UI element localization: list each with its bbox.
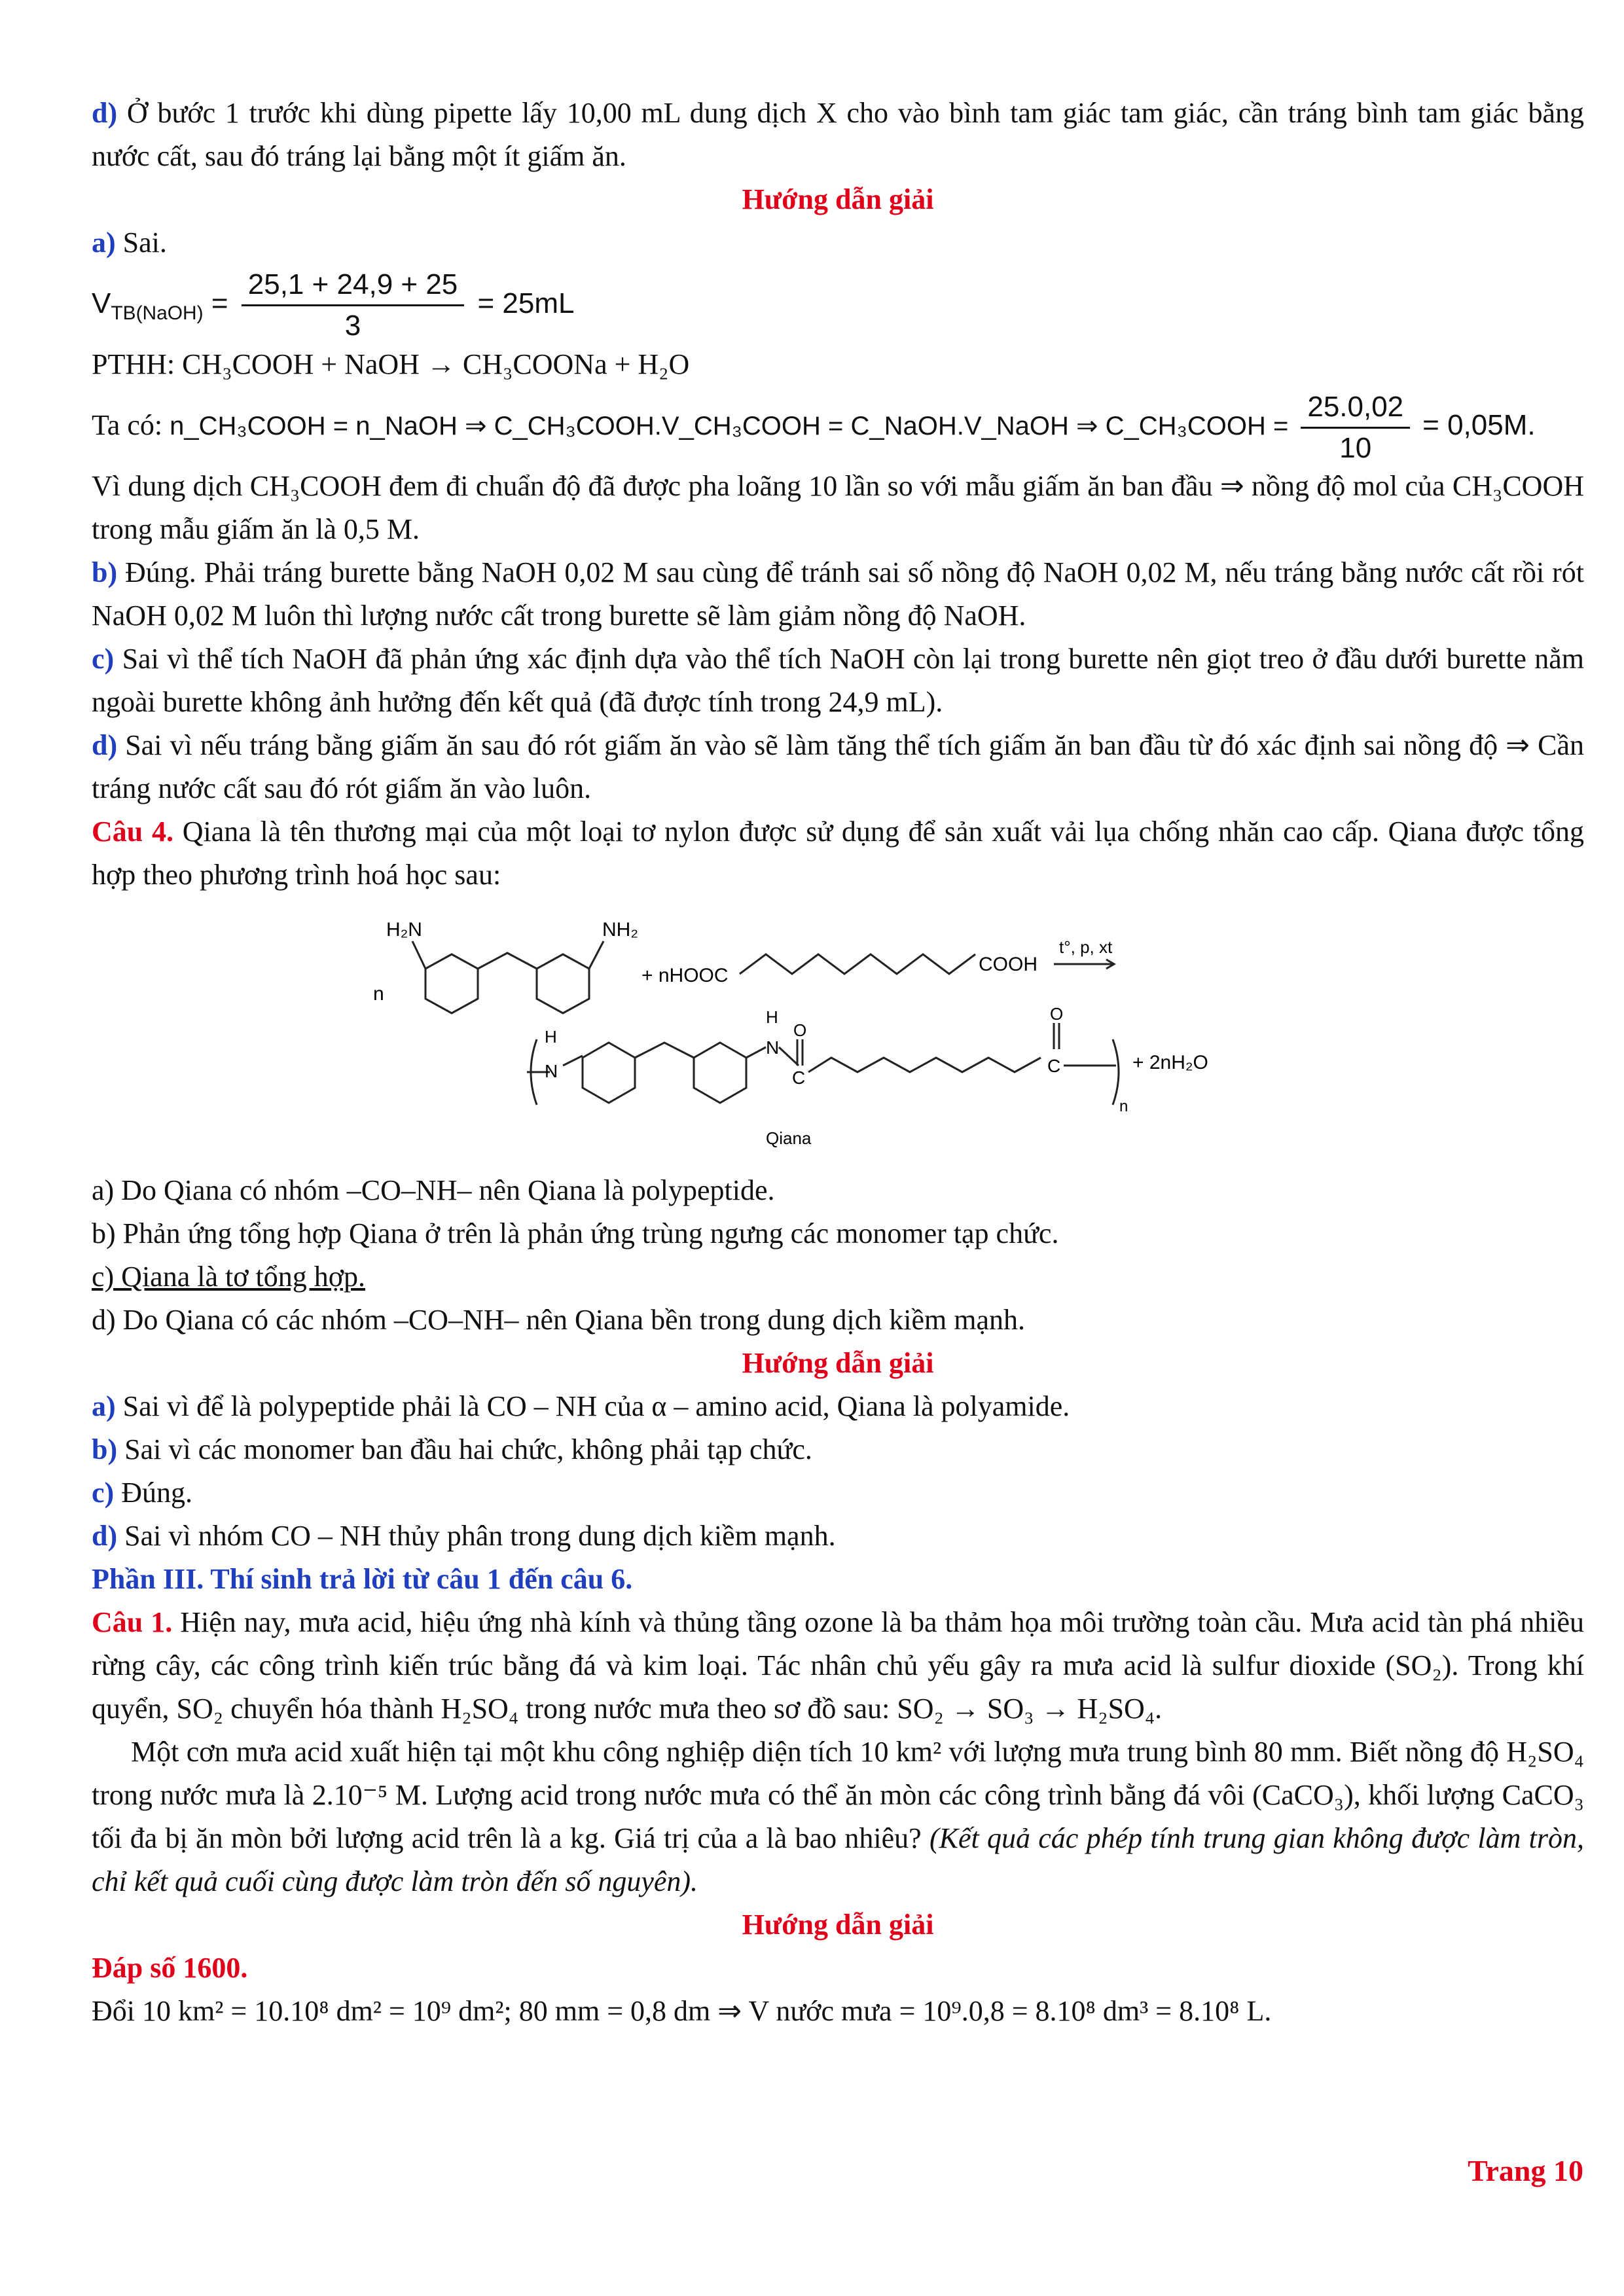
answer-text: Sai vì nhóm CO – NH thủy phân trong dung dịch kiềm mạnh. — [124, 1520, 836, 1552]
acid-chain — [740, 954, 975, 974]
question-text: Hiện nay, mưa acid, hiệu ứng nhà kính và thủng tầng ozone là ba thảm họa môi trường toàn cầu. Mưa acid tàn phá nhiều rừng cây, các công trình kiến trúc bằng đá và kim loại. Tác nhân chủ yếu gây ra mưa acid là sulfur dioxide (SO₂). Trong khí quyển, SO₂ chuyển hóa thành H₂SO₄ trong nước mưa theo sơ đồ sau: SO₂ → SO₃ → H₂SO₄. — [92, 1606, 1585, 1725]
q4-answer-d — [92, 1515, 1584, 1558]
taco-equation — [92, 386, 1584, 465]
taco-expression: n_CH₃COOH = n_NaOH ⇒ C_CH₃COOH.V_CH₃COOH = C_NaOH.V_NaOH ⇒ C_CH₃COOH = — [170, 412, 1289, 440]
vtb-sub: TB(NaOH) — [111, 302, 204, 324]
answer-text: Sai vì thể tích NaOH đã phản ứng xác định dựa vào thể tích NaOH còn lại trong burette nên giọt treo ở đầu dưới burette nằm ngoài burette không ảnh hưởng đến kết quả (đã được tính trong 24,9 mL). — [92, 643, 1584, 718]
reaction-conditions: t°, p, xt — [1059, 937, 1113, 957]
acid-start: + nHOOC — [641, 965, 729, 986]
q4-answer-b — [92, 1428, 1584, 1471]
question-label: Câu 4. — [92, 816, 173, 848]
water-product: + 2nH₂O — [1132, 1052, 1208, 1073]
q3-option-d — [92, 92, 1584, 178]
option-text: c) Qiana là tơ tổng hợp. — [92, 1261, 365, 1293]
question-text: Một cơn mưa acid xuất hiện tại một khu công nghiệp diện tích 10 km² với lượng mưa trung bình 80 mm. Biết nồng độ H₂SO₄ trong nước mưa là 2.10⁻⁵ M. Lượng acid trong nước mưa có thể ăn mòn các công trình bằng đá vôi (CaCO₃), khối lượng CaCO₃ tối đa bị ăn mòn bởi lượng acid trên là a kg. Giá trị của a là bao nhiêu? — [92, 1736, 1584, 1854]
answer-text: Sai. — [122, 226, 167, 259]
q4-answer-a — [92, 1385, 1584, 1428]
qiana-reaction-figure — [373, 908, 1224, 1157]
carbon-1: C — [792, 1067, 806, 1088]
nh2-bond-right — [589, 941, 604, 969]
calculation-line: Đổi 10 km² = 10.10⁸ dm² = 10⁹ dm²; 80 mm = 0,8 dm ⇒ V nước mưa = 10⁹.0,8 = 8.10⁸ dm³ = 8.10⁸ L. — [92, 1995, 1272, 2027]
option-label: d) — [92, 1520, 118, 1552]
taco-numerator: 25.0,02 — [1301, 387, 1410, 429]
nh-bond-right — [746, 1047, 766, 1058]
acid-end: COOH — [979, 954, 1038, 975]
bracket-right — [1113, 1039, 1119, 1105]
answer-text: Sai vì nếu tráng bằng giấm ăn sau đó rót giấm ăn vào sẽ làm tăng thể tích giấm ăn ban đầu từ đó xác định sai nồng độ ⇒ Cần tráng nước cất sau đó rót giấm ăn vào luôn. — [92, 729, 1584, 804]
vtb-equation: $V_{TB(NaOH)}$ = $\frac{25,1 + 24,9 + 25}{3}$ = 25mL — [92, 264, 1584, 343]
option-label: b) — [92, 1433, 118, 1465]
part-3-heading: Phần III. Thí sinh trả lời từ câu 1 đến câu 6. — [92, 1563, 633, 1595]
answer-text: Sai vì các monomer ban đầu hai chức, không phải tạp chức. — [124, 1433, 812, 1465]
option-label: b) — [92, 556, 118, 588]
q4-option-a — [92, 1169, 1584, 1212]
document-page — [92, 92, 1584, 2033]
hydrogen-left: H — [545, 1027, 557, 1047]
final-answer: Đáp số 1600. — [92, 1952, 248, 1984]
option-label: a) — [92, 226, 116, 259]
nitrogen-left: N — [545, 1061, 558, 1081]
ch2-bridge-2 — [635, 1043, 694, 1058]
answer-a — [92, 221, 1584, 264]
ring-3 — [583, 1043, 635, 1103]
q4-answer-c — [92, 1471, 1584, 1515]
q4-option-d — [92, 1299, 1584, 1342]
option-text: Ở bước 1 trước khi dùng pipette lấy 10,00 mL dung dịch X cho vào bình tam giác tam giác, cần tráng bình tam giác bằng nước cất, sau đó tráng lại bằng một ít giấm ăn. — [92, 97, 1585, 172]
answer-c — [92, 637, 1584, 724]
guide-title: Hướng dẫn giải — [742, 1347, 934, 1379]
option-label: d) — [92, 729, 118, 761]
vtb-denominator: 3 — [344, 309, 361, 342]
page-number: Trang 10 — [1468, 2154, 1583, 2187]
question-4 — [92, 810, 1584, 897]
oxygen-2: O — [1050, 1004, 1064, 1024]
part3-question-1 — [92, 1601, 1584, 1731]
vtb-fraction — [242, 265, 465, 346]
repeat-n: n — [1119, 1098, 1128, 1115]
option-label: c) — [92, 643, 115, 675]
option-text: d) Do Qiana có các nhóm –CO–NH– nên Qiana bền trong dung dịch kiềm mạnh. — [92, 1304, 1025, 1336]
vtb-numerator: 25,1 + 24,9 + 25 — [242, 265, 465, 306]
reaction-scheme-svg — [373, 908, 1224, 1157]
q4-option-b — [92, 1212, 1584, 1255]
amine-right: NH₂ — [602, 919, 638, 941]
answer-text: Đúng. — [121, 1477, 192, 1509]
answer-text: Đúng. Phải tráng burette bằng NaOH 0,02 M sau cùng để tránh sai số nồng độ NaOH 0,02 M, nếu tráng bằng nước cất rồi rót NaOH 0,02 M luôn thì lượng nước cất trong burette sẽ làm giảm nồng độ NaOH. — [92, 556, 1584, 632]
question-label: Câu 1. — [92, 1606, 173, 1638]
nitrogen-right: N — [766, 1037, 780, 1058]
nh-bond-left — [563, 1056, 583, 1066]
option-label: d) — [92, 97, 118, 129]
answer-text: Sai vì để là polypeptide phải là CO – NH của α – amino acid, Qiana là polyamide. — [122, 1390, 1070, 1422]
ring-1 — [425, 954, 478, 1013]
coef-n: n — [373, 983, 384, 1005]
question-text: Qiana là tên thương mại của một loại tơ nylon được sử dụng để sản xuất vải lụa chống nhăn cao cấp. Qiana được tổng hợp theo phương trình hoá học sau: — [92, 816, 1585, 891]
carbon-2: C — [1047, 1056, 1061, 1076]
vtb-rhs: = 25mL — [477, 287, 575, 319]
ring-2 — [537, 954, 589, 1013]
answer-d — [92, 724, 1584, 810]
option-text: a) Do Qiana có nhóm –CO–NH– nên Qiana là polypeptide. — [92, 1174, 775, 1206]
hydrogen-right: H — [766, 1007, 778, 1027]
part3-question-1-detail — [92, 1731, 1584, 1903]
guide-title: Hướng dẫn giải — [742, 1909, 934, 1941]
reactant-bonds — [412, 941, 1114, 1013]
amine-left: H₂N — [386, 919, 422, 941]
taco-fraction — [1301, 387, 1410, 468]
polymer-chain — [808, 1058, 1041, 1072]
ring-4 — [694, 1043, 746, 1103]
vtb-lhs: V — [92, 287, 111, 319]
taco-rhs: = 0,05M. — [1422, 409, 1536, 441]
ch2-bridge — [478, 953, 537, 969]
q4-option-c — [92, 1255, 1584, 1299]
taco-denominator: 10 — [1339, 432, 1372, 465]
oxygen-1: O — [793, 1020, 807, 1040]
pthh-line: PTHH: CH₃COOH + NaOH → CH₃COONa + H₂O — [92, 348, 690, 380]
answer-b — [92, 551, 1584, 637]
rounding-note: (Kết quả các phép tính trung gian không được làm tròn, chỉ kết quả cuối cùng được làm tròn đến số nguyên). — [92, 1822, 1585, 1897]
guide-title: Hướng dẫn giải — [742, 183, 934, 215]
dilution-note: Vì dung dịch CH₃COOH đem đi chuẩn độ đã được pha loãng 10 lần so với mẫu giấm ăn ban đầu ⇒ nồng độ mol của CH₃COOH trong mẫu giấm ăn là 0,5 M. — [92, 470, 1584, 545]
amide-bond-1 — [779, 1047, 799, 1066]
option-label: a) — [92, 1390, 116, 1422]
polymer-bonds — [527, 1023, 1119, 1105]
option-text: b) Phản ứng tổng hợp Qiana ở trên là phản ứng trùng ngưng các monomer tạp chức. — [92, 1217, 1059, 1249]
nh2-bond-left — [412, 941, 425, 969]
option-label: c) — [92, 1477, 115, 1509]
taco-prefix: Ta có: — [92, 409, 163, 441]
figure-caption: Qiana — [766, 1128, 812, 1148]
